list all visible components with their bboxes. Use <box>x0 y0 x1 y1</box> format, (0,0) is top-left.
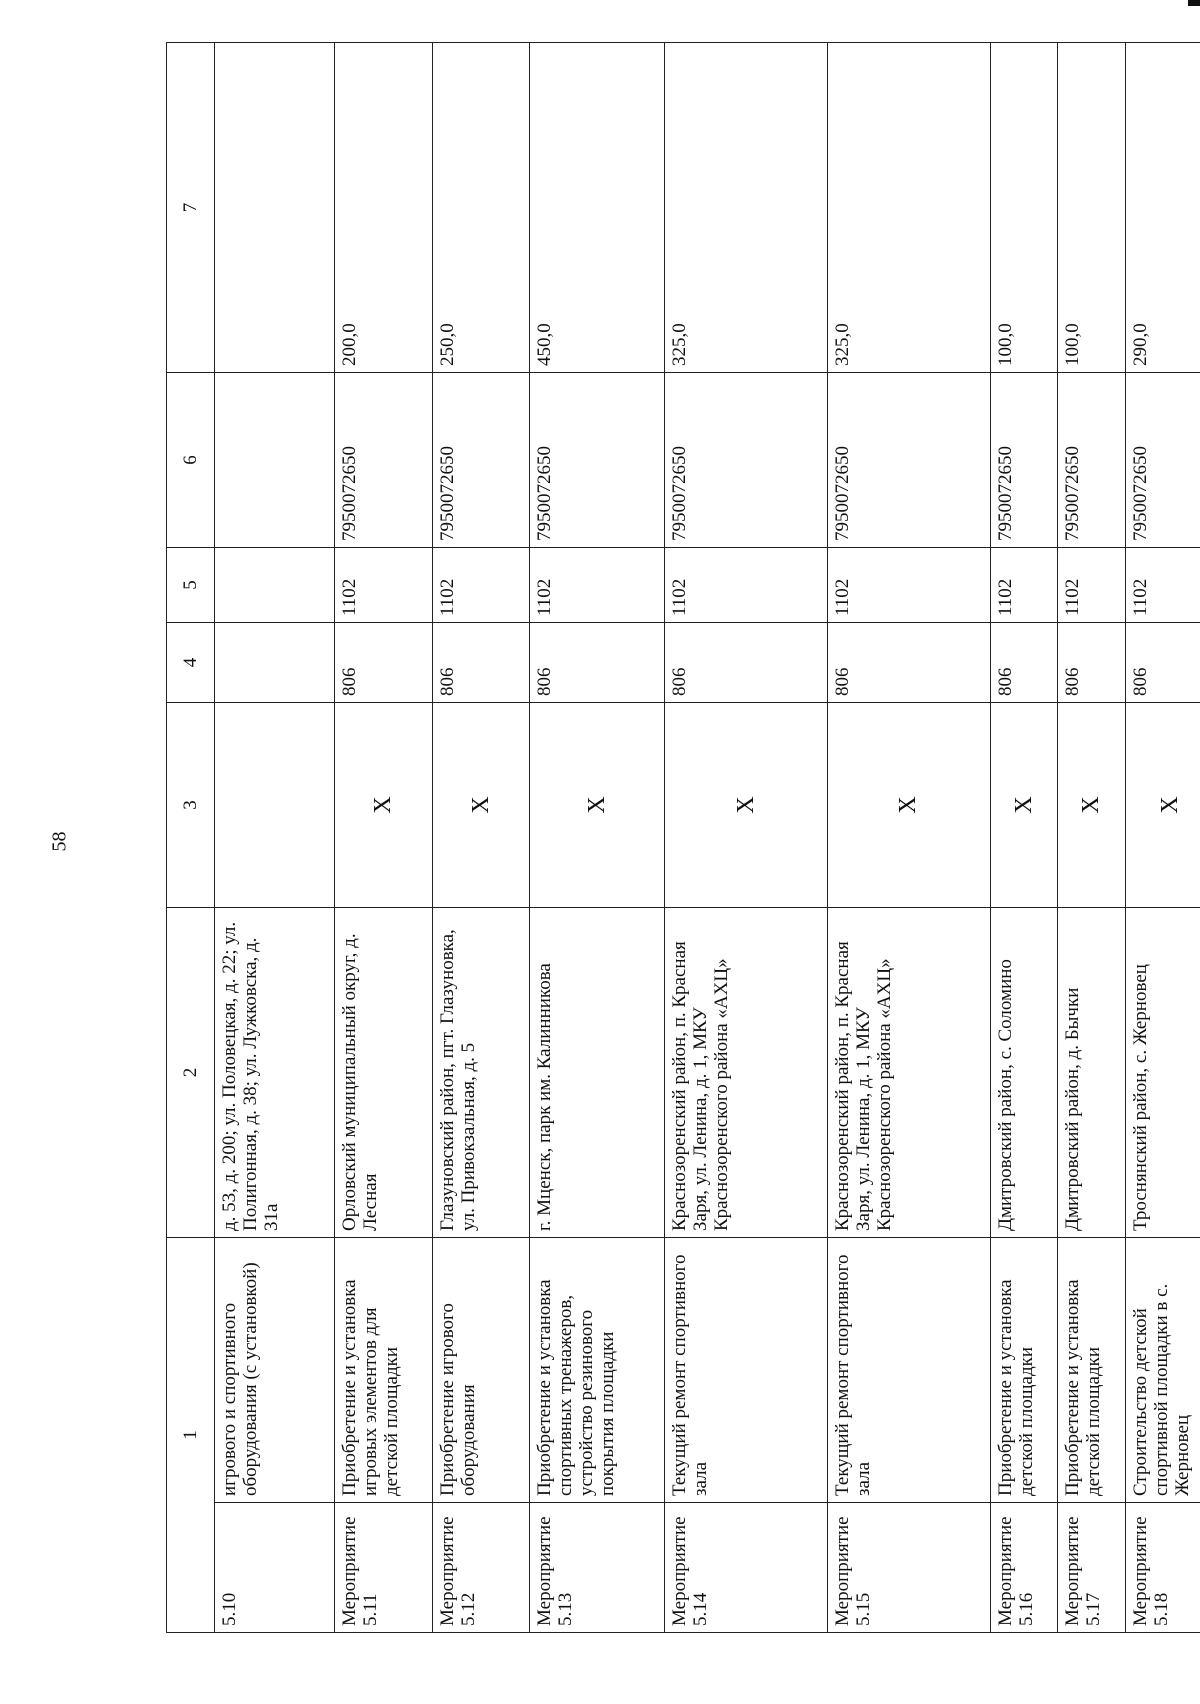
header-col-6: 6 <box>167 373 215 548</box>
target-item-cell: 7950072650 <box>1058 373 1126 548</box>
amount-cell <box>215 43 335 373</box>
address-cell: Дмитровский район, д. Бычки <box>1058 908 1126 1238</box>
code-cell <box>215 623 335 703</box>
table-row <box>530 43 665 1633</box>
measure-id-cell: Мероприятие 5.12 <box>432 1503 530 1633</box>
measure-id-cell: Мероприятие 5.18 <box>1125 1503 1200 1633</box>
code-cell: 806 <box>665 623 828 703</box>
measure-id-cell: Мероприятие 5.13 <box>530 1503 665 1633</box>
code-cell: 806 <box>1058 623 1126 703</box>
code-cell: 806 <box>530 623 665 703</box>
address-cell: г. Мценск, парк им. Калинникова <box>530 908 665 1238</box>
section-cell <box>215 548 335 623</box>
amount-cell: 200,0 <box>335 43 433 373</box>
section-cell: 1102 <box>990 548 1058 623</box>
marker-cell: X <box>335 703 433 908</box>
measure-id-cell: Мероприятие 5.14 <box>665 1503 828 1633</box>
table-row <box>215 43 335 1633</box>
section-cell: 1102 <box>432 548 530 623</box>
amount-cell: 290,0 <box>1125 43 1200 373</box>
budget-table <box>166 42 1200 1633</box>
target-item-cell: 7950072650 <box>432 373 530 548</box>
amount-cell: 325,0 <box>665 43 828 373</box>
header-col-1: 1 <box>167 1238 215 1633</box>
address-cell: Краснозоренский район, п. Красная Заря, ул. Ленина, д. 1, МКУ Краснозоренского района «АХЦ» <box>828 908 991 1238</box>
scan-edge-mark <box>1188 0 1200 6</box>
header-col-2: 2 <box>167 908 215 1238</box>
target-item-cell: 7950072650 <box>828 373 991 548</box>
page-number: 58 <box>48 831 71 852</box>
marker-cell: X <box>990 703 1058 908</box>
measure-id-cell: Мероприятие 5.17 <box>1058 1503 1126 1633</box>
table-row <box>432 43 530 1633</box>
header-col-4: 4 <box>167 623 215 703</box>
code-cell: 806 <box>335 623 433 703</box>
marker-cell <box>215 703 335 908</box>
measure-id-cell: 5.10 <box>215 1503 335 1633</box>
marker-cell: X <box>828 703 991 908</box>
header-col-7: 7 <box>167 43 215 373</box>
measure-name-cell: Приобретение и установка спортивных тренажеров, устройство резинового покрытия площадки <box>530 1238 665 1503</box>
table-row <box>828 43 991 1633</box>
code-cell: 806 <box>990 623 1058 703</box>
code-cell: 806 <box>432 623 530 703</box>
measure-id-cell: Мероприятие 5.16 <box>990 1503 1058 1633</box>
marker-cell: X <box>1058 703 1126 908</box>
measure-name-cell: Приобретение и установка игровых элементов для детской площадки <box>335 1238 433 1503</box>
measure-name-cell: игрового и спортивного оборудования (с установкой) <box>215 1238 335 1503</box>
section-cell: 1102 <box>530 548 665 623</box>
target-item-cell: 7950072650 <box>990 373 1058 548</box>
address-cell: Троснянский район, с. Жерновец <box>1125 908 1200 1238</box>
measure-name-cell: Строительство детской спортивной площадки в с. Жерновец <box>1125 1238 1200 1503</box>
target-item-cell <box>215 373 335 548</box>
measure-name-cell: Текущий ремонт спортивного зала <box>828 1238 991 1503</box>
table-row <box>1125 43 1200 1633</box>
target-item-cell: 7950072650 <box>335 373 433 548</box>
address-cell: д. 53, д. 200; ул. Половецкая, д. 22; ул. Полигонная, д. 38; ул. Лужковска, д. 31а <box>215 908 335 1238</box>
section-cell: 1102 <box>1125 548 1200 623</box>
table-row <box>990 43 1058 1633</box>
address-cell: Дмитровский район, с. Соломино <box>990 908 1058 1238</box>
marker-cell: X <box>530 703 665 908</box>
amount-cell: 100,0 <box>990 43 1058 373</box>
section-cell: 1102 <box>828 548 991 623</box>
measure-name-cell: Приобретение и установка детской площадки <box>1058 1238 1126 1503</box>
target-item-cell: 7950072650 <box>665 373 828 548</box>
marker-cell: X <box>1125 703 1200 908</box>
measure-name-cell: Приобретение игрового оборудования <box>432 1238 530 1503</box>
measure-name-cell: Приобретение и установка детской площадки <box>990 1238 1058 1503</box>
address-cell: Краснозоренский район, п. Красная Заря, ул. Ленина, д. 1, МКУ Краснозоренского района «АХЦ» <box>665 908 828 1238</box>
target-item-cell: 7950072650 <box>530 373 665 548</box>
measure-id-cell: Мероприятие 5.11 <box>335 1503 433 1633</box>
marker-cell: X <box>665 703 828 908</box>
table-row <box>335 43 433 1633</box>
measure-name-cell: Текущий ремонт спортивного зала <box>665 1238 828 1503</box>
table-row <box>665 43 828 1633</box>
amount-cell: 100,0 <box>1058 43 1126 373</box>
table-row <box>1058 43 1126 1633</box>
address-cell: Глазуновский район, пгт. Глазуновка, ул. Привокзальная, д. 5 <box>432 908 530 1238</box>
section-cell: 1102 <box>335 548 433 623</box>
section-cell: 1102 <box>1058 548 1126 623</box>
header-row <box>167 43 215 1633</box>
target-item-cell: 7950072650 <box>1125 373 1200 548</box>
amount-cell: 250,0 <box>432 43 530 373</box>
measure-id-cell: Мероприятие 5.15 <box>828 1503 991 1633</box>
amount-cell: 325,0 <box>828 43 991 373</box>
code-cell: 806 <box>828 623 991 703</box>
section-cell: 1102 <box>665 548 828 623</box>
amount-cell: 450,0 <box>530 43 665 373</box>
marker-cell: X <box>432 703 530 908</box>
header-col-3: 3 <box>167 703 215 908</box>
code-cell: 806 <box>1125 623 1200 703</box>
header-col-5: 5 <box>167 548 215 623</box>
rotated-table-container <box>166 43 1200 1633</box>
address-cell: Орловский муниципальный округ, д. Лесная <box>335 908 433 1238</box>
